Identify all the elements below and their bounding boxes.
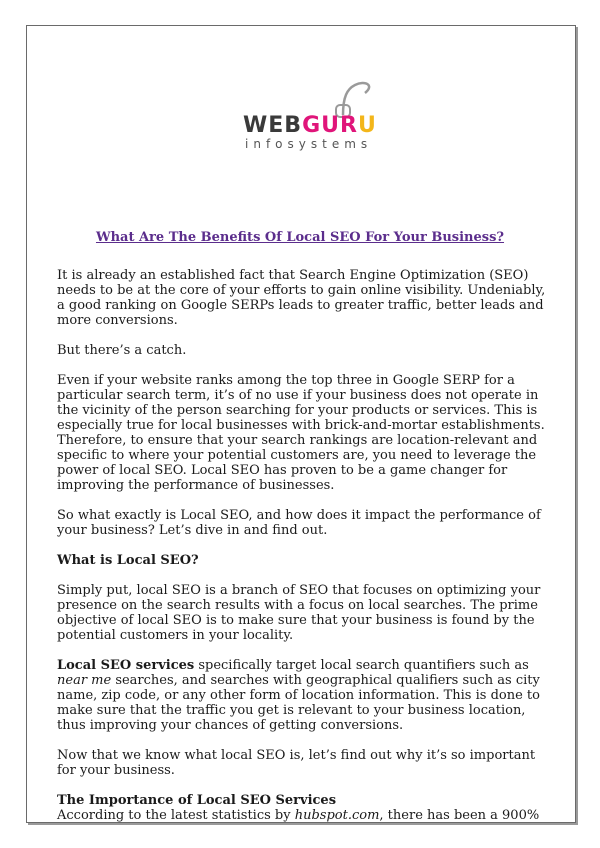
section-heading: What is Local SEO?: [57, 553, 199, 568]
logo-subtitle: infosystems: [245, 137, 373, 151]
section-heading: The Importance of Local SEO Services: [57, 793, 337, 808]
article-body: [57, 268, 549, 823]
article-title[interactable]: What Are The Benefits Of Local SEO For Your Business?: [95, 230, 505, 245]
paragraph: Now that we know what local SEO is, let’s find out why it’s so important for your business.: [57, 748, 536, 778]
italic-term: near me: [57, 673, 112, 688]
logo-wordmark: [243, 113, 377, 138]
paragraph: So what exactly is Local SEO, and how does it impact the performance of your business? Let’s dive in and find out.: [57, 508, 541, 538]
paragraph: According to the latest statistics by hubspot.com, there has been a 900%: [57, 808, 540, 823]
logo-u: U: [357, 113, 377, 138]
bold-term: Local SEO services: [57, 658, 195, 673]
webguru-logo: [215, 75, 410, 160]
paragraph: But there’s a catch.: [57, 343, 187, 358]
italic-source: hubspot.com: [294, 808, 380, 823]
logo-gur: GUR: [302, 113, 358, 138]
logo-web: WEB: [243, 113, 303, 138]
paragraph: It is already an established fact that Search Engine Optimization (SEO) needs to be at the core of your efforts to gain online visibility. Undeniably, a good ranking on Google SERPs leads to greater traffic, better leads and more conversions.: [57, 268, 546, 328]
paragraph: Simply put, local SEO is a branch of SEO that focuses on optimizing your presence on the search results with a focus on local searches. The prime objective of local SEO is to make sure that your business is found by the potential customers in your locality.: [57, 583, 541, 643]
paragraph: Even if your website ranks among the top three in Google SERP for a particular search term, it’s of no use if your business does not operate in the vicinity of the person searching for your products or services. This is especially true for local businesses with brick-and-mortar establishments. Therefore, to ensure that your search rankings are location-relevant and specific to where your potential customers are, you need to leverage the power of local SEO. Local SEO has proven to be a game changer for improving the performance of businesses.: [57, 373, 545, 493]
paragraph: Local SEO services specifically target local search quantifiers such as near me searches, and searches with geographical qualifiers such as city name, zip code, or any other form of location information. This is done to make sure that the traffic you get is relevant to your business location, thus improving your chances of getting conversions.: [57, 658, 540, 733]
